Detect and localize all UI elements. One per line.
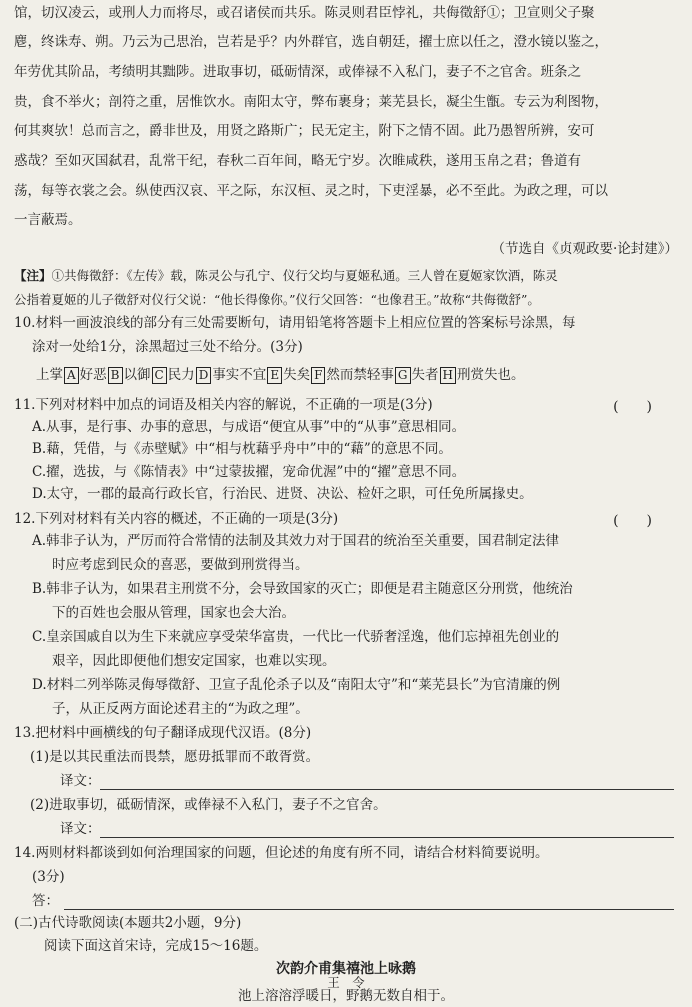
- q10-stem-1: 10.材料一画波浪线的部分有三处需要断句，请用铅笔将答题卡上相应位置的答案标号涂黑，每: [14, 315, 576, 331]
- poem-poet: 王 令: [327, 975, 365, 990]
- note-line-1: [14, 266, 684, 285]
- q12-option-c-line2: 艰辛，因此即便他们想安定国家，也难以实现。: [52, 653, 336, 669]
- q11-option-c[interactable]: C.擢，选拔，与《陈情表》中“过蒙拔擢，宠命优渥”中的“擢”意思不同。: [32, 464, 466, 480]
- q12-option-d-line2: 子，从正反两方面论述君主的“为政之理”。: [52, 701, 309, 717]
- q11-option-a[interactable]: A.从事，是行事、办事的意思，与成语“便宜从事”中的“从事”意思相同。: [32, 419, 466, 435]
- passage-line-8: 一言蔽焉。: [14, 212, 82, 228]
- passage-line-7: 荡，每等衣裳之会。纵使西汉哀、平之际，东汉桓、灵之时，下吏淫暴，必不至此。为政之理，可以: [14, 183, 608, 199]
- passage-line-6: 惑哉？至如灭国弑君，乱常干纪，春秋二百年间，略无宁岁。次睢咸秩，遂用玉帛之君；鲁道有: [14, 153, 581, 169]
- answer-box-f[interactable]: F: [311, 367, 325, 384]
- q13-sentence-2: (2)进取事切，砥砺情深，或俸禄不入私门，妻子不之官舍。: [30, 797, 387, 813]
- note-label: 【注】: [14, 268, 52, 283]
- q12-option-b-line2: 下的百姓也会服从管理，国家也会大治。: [52, 605, 295, 621]
- q10-text: 失者: [411, 367, 439, 383]
- q10-text: 以御: [123, 367, 151, 383]
- q13-translation-label-2: 译文：: [60, 821, 101, 837]
- poem-first-line: 池上溶溶浮暖日，野鹅无数自相于。: [238, 988, 454, 1004]
- q10-sentence: [36, 366, 684, 385]
- q13-stem: 13.把材料中画横线的句子翻译成现代汉语。(8分): [14, 725, 312, 741]
- answer-box-d[interactable]: D: [196, 367, 212, 384]
- q12-option-d-line1[interactable]: D.材料二列举陈灵侮辱徵舒、卫宣子乱伦杀子以及“南阳太守”和“莱芜县长”为官清廉的例: [32, 677, 561, 693]
- q11-answer-paren[interactable]: ( ): [613, 399, 652, 415]
- q12-option-a-line1[interactable]: A.韩非子认为，严厉而符合常情的法制及其效力对于国君的统治至关重要，国君制定法律: [32, 533, 560, 549]
- answer-box-h[interactable]: H: [440, 367, 456, 384]
- q13-answer-line-2[interactable]: [100, 837, 674, 838]
- q14-stem-1: 14.两则材料都谈到如何治理国家的问题，但论述的角度有所不同，请结合材料简要说明。: [14, 845, 549, 861]
- q12-stem: 12.下列对材料有关内容的概述，不正确的一项是(3分): [14, 511, 339, 527]
- note-line-2: 公指着夏姬的儿子徵舒对仪行父说：“他长得像你。”仪行父回答：“也像君王。”故称“共侮徵舒”。: [14, 292, 540, 307]
- q13-answer-line-1[interactable]: [100, 789, 674, 790]
- answer-box-a[interactable]: A: [64, 367, 79, 384]
- passage-line-1: 馆，切汉凌云，或刑人力而将尽，或召诸侯而共乐。陈灵则君臣悖礼，共侮徵舒①；卫宣则父子聚: [14, 5, 595, 21]
- passage-line-3: 年劳优其阶品，考绩明其黜陟。进取事切，砥砺情深，或俸禄不入私门，妻子不之官舍。班条之: [14, 64, 581, 80]
- section2-heading: (二)古代诗歌阅读(本题共2小题，9分): [14, 915, 242, 931]
- q11-stem: 11.下列对材料中加点的词语及相关内容的解说，不正确的一项是(3分): [14, 397, 433, 413]
- poem-title: 次韵介甫集禧池上咏鹅: [276, 961, 416, 977]
- q10-text: 事实不宜: [212, 367, 267, 383]
- q10-text: 上掌: [36, 367, 63, 383]
- passage-line-2: 麀，终诛寿、朔。乃云为己思治，岂若是乎？内外群官，选自朝廷，擢士庶以任之，澄水镜以鉴之，: [14, 34, 608, 50]
- q10-text: 民力: [167, 367, 195, 383]
- q14-answer-label: 答：: [32, 893, 59, 909]
- section2-intro: 阅读下面这首宋诗，完成15～16题。: [44, 938, 268, 954]
- q13-translation-label-1: 译文：: [60, 773, 101, 789]
- q10-stem-2: 涂对一处给1分，涂黑超过三处不给分。(3分): [32, 339, 303, 355]
- q10-text: 然而禁轻事: [326, 367, 394, 383]
- q11-option-d[interactable]: D.太守，一郡的最高行政长官，行治民、进贤、决讼、检奸之职，可任免所属掾史。: [32, 486, 533, 502]
- q14-stem-2: (3分): [32, 869, 65, 885]
- answer-box-c[interactable]: C: [152, 367, 167, 384]
- passage-source: （节选自《贞观政要·论封建》）: [491, 241, 678, 257]
- answer-box-b[interactable]: B: [108, 367, 123, 384]
- q12-answer-paren[interactable]: ( ): [613, 513, 652, 529]
- q13-sentence-1: (1)是以其民重法而畏禁，愿毋抵罪而不敢胥赏。: [30, 749, 320, 765]
- q14-answer-line[interactable]: [64, 909, 674, 910]
- passage-line-5: 何其爽欤！总而言之，爵非世及，用贤之路斯广；民无定主，附下之情不固。此乃愚智所辨，安可: [14, 123, 595, 139]
- answer-box-e[interactable]: E: [267, 367, 282, 384]
- q12-option-b-line1[interactable]: B.韩非子认为，如果君主刑赏不分，会导致国家的灭亡；即便是君主随意区分刑赏，他统治: [32, 581, 573, 597]
- note-text-1: ①共侮徵舒：《左传》载，陈灵公与孔宁、仪行父均与夏姬私通。三人曾在夏姬家饮酒，陈灵: [51, 268, 558, 283]
- q10-text: 失矣: [283, 367, 311, 383]
- q10-text: 好恶: [79, 367, 107, 383]
- q12-option-a-line2: 时应考虑到民众的喜恶，要做到刑赏得当。: [52, 557, 309, 573]
- q12-option-c-line1[interactable]: C.皇亲国戚自以为生下来就应享受荣华富贵，一代比一代骄奢淫逸，他们忘掉祖先创业的: [32, 629, 560, 645]
- passage-line-4: 贵，食不举火；剖符之重，居惟饮水。南阳太守，弊布裹身；莱芜县长，凝尘生甑。专云为利图物，: [14, 94, 608, 110]
- q10-text: 刑赏失也。: [456, 367, 525, 383]
- q11-option-b[interactable]: B.藉，凭借，与《赤壁赋》中“相与枕藉乎舟中”中的“藉”的意思不同。: [32, 441, 452, 457]
- answer-box-g[interactable]: G: [395, 367, 411, 384]
